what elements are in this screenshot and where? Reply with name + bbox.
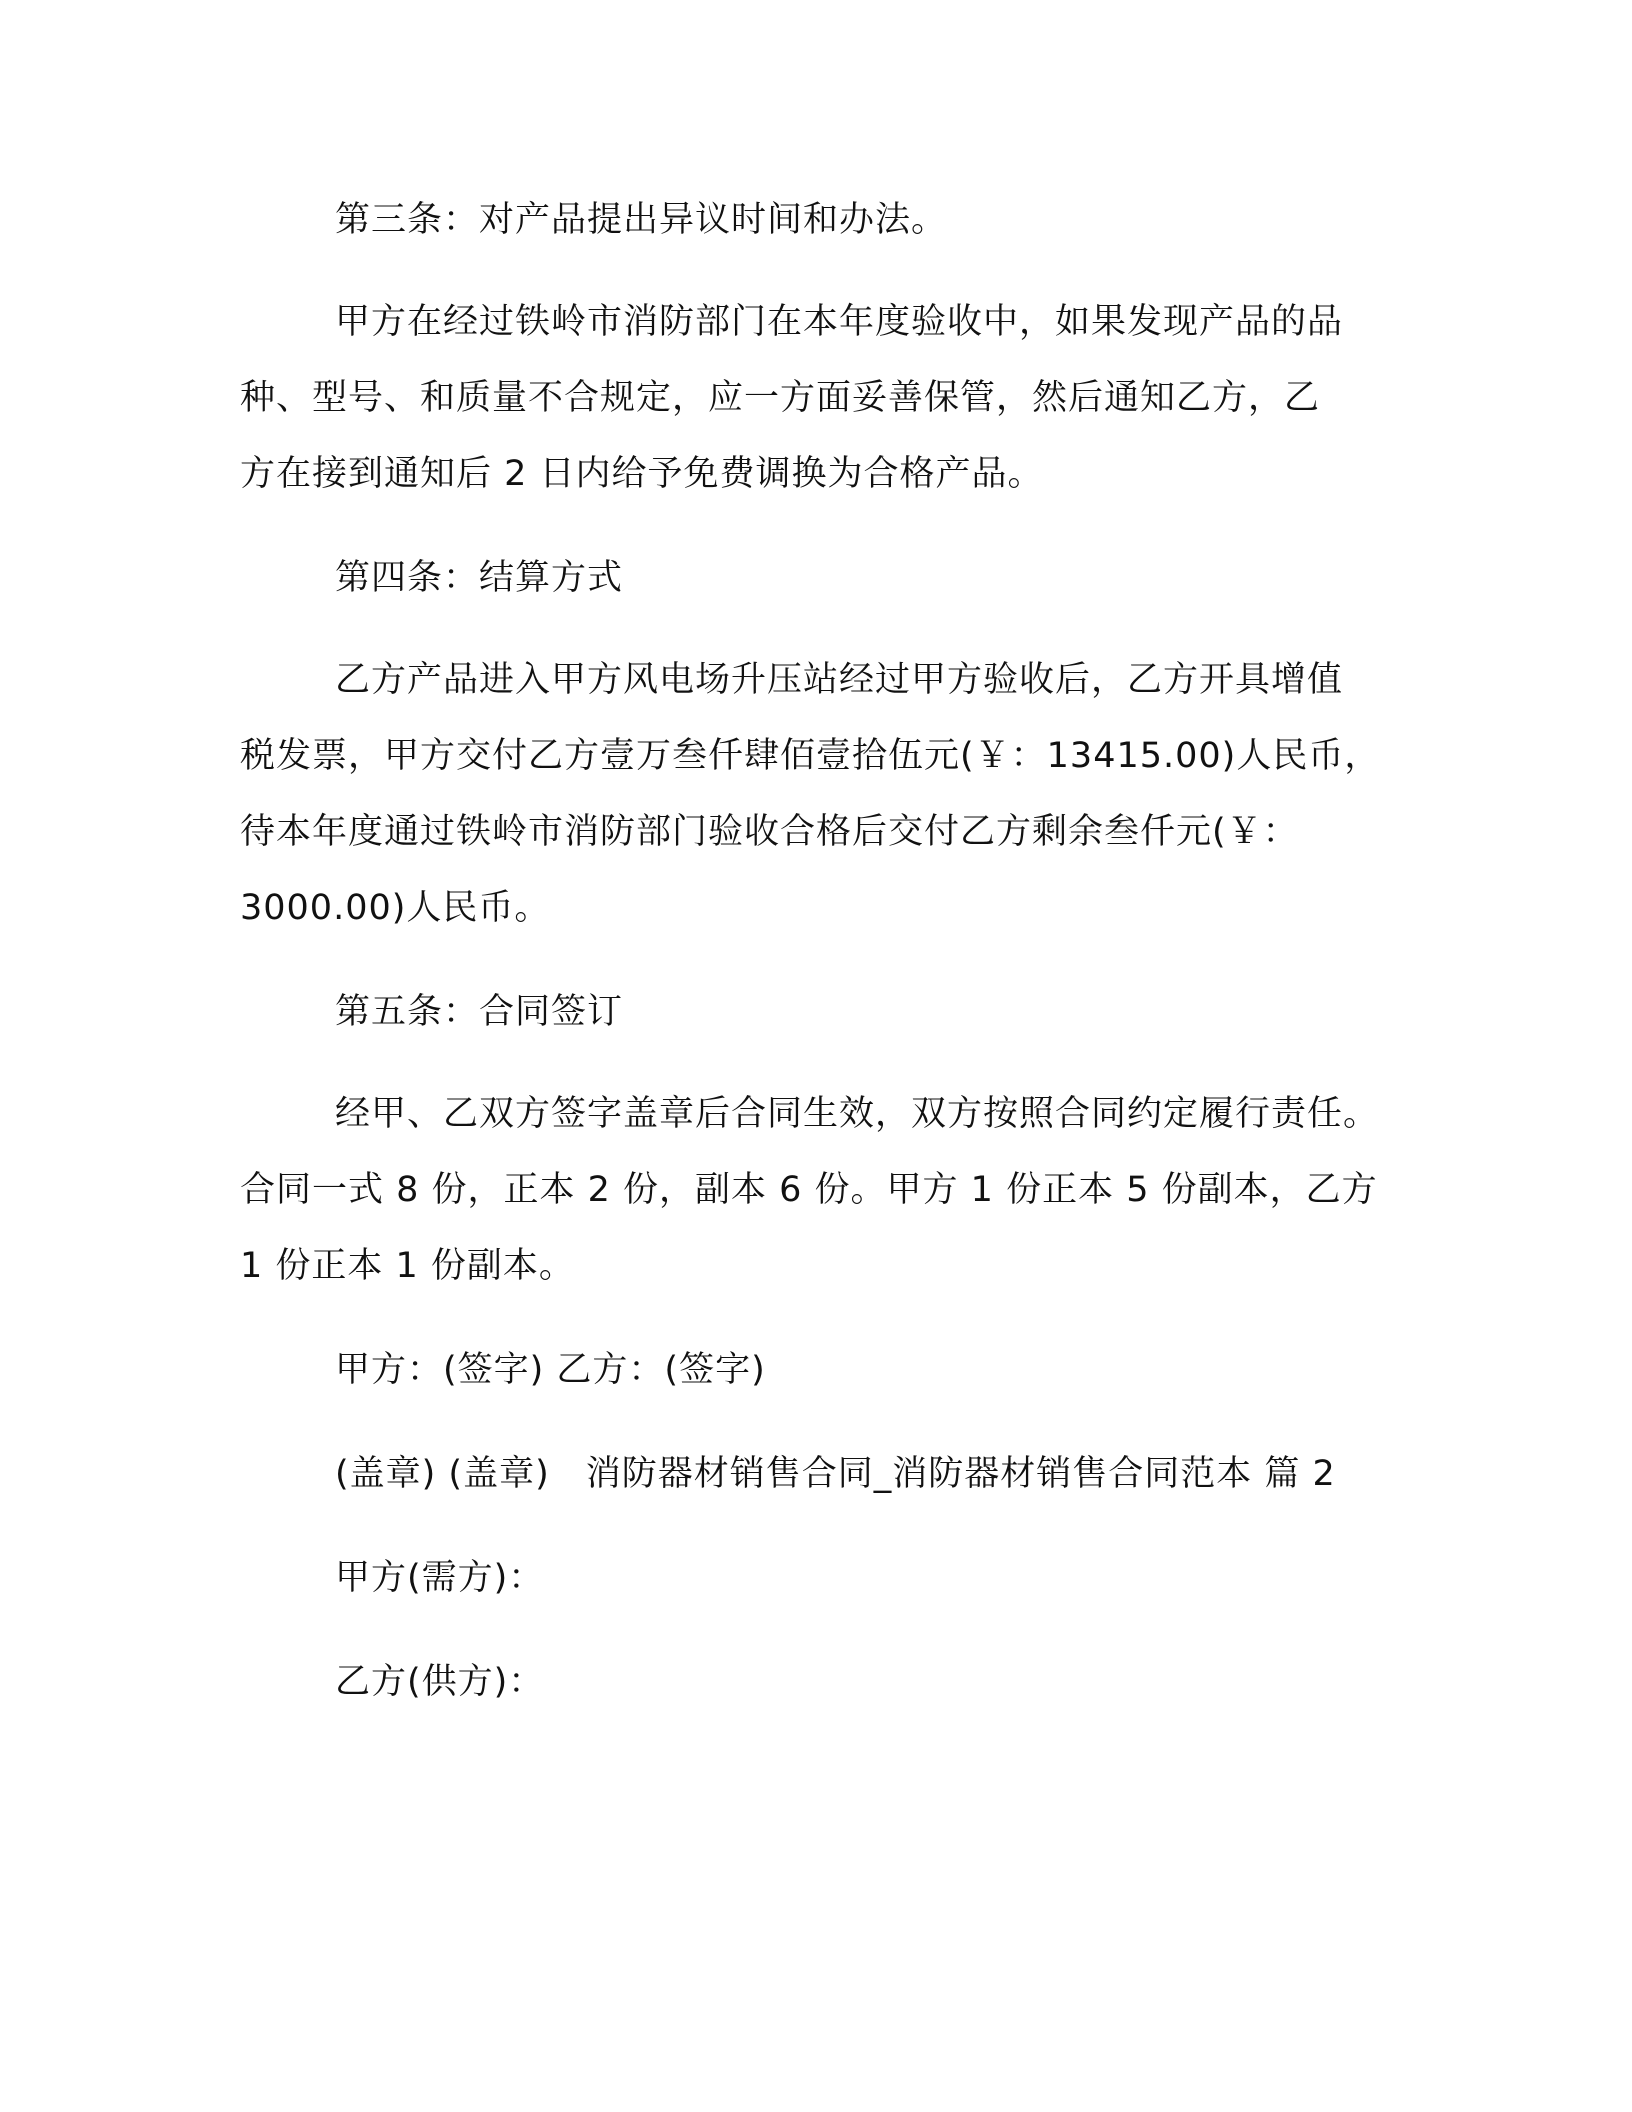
signature-line: 甲方：(签字) 乙方：(签字): [335, 1350, 766, 1390]
article-5-body-line-3: 1 份正本 1 份副本。: [240, 1246, 575, 1286]
article-3-body-line-2: 种、型号、和质量不合规定，应一方面妥善保管，然后通知乙方，乙: [240, 378, 1321, 418]
party-a-label: 甲方(需方)：: [335, 1558, 545, 1598]
article-4-body-line-4: 3000.00)人民币。: [240, 888, 551, 928]
article-5-heading: 第五条：合同签订: [335, 992, 624, 1032]
article-4-body-line-2: 税发票，甲方交付乙方壹万叁仟肆佰壹拾伍元(￥：13415.00)人民币，: [240, 736, 1381, 776]
article-4-body-line-1: 乙方产品进入甲方风电场升压站经过甲方验收后，乙方开具增值: [335, 660, 1344, 700]
article-4-body-line-3: 待本年度通过铁岭市消防部门验收合格后交付乙方剩余叁仟元(￥：: [240, 812, 1299, 852]
article-3-heading: 第三条：对产品提出异议时间和办法。: [335, 200, 948, 240]
article-4-heading: 第四条：结算方式: [335, 558, 624, 598]
article-5-body-line-1: 经甲、乙双方签字盖章后合同生效，双方按照合同约定履行责任。: [335, 1094, 1380, 1134]
document-page: [240, 0, 1400, 2112]
article-3-body-line-3: 方在接到通知后 2 日内给予免费调换为合格产品。: [240, 454, 1044, 494]
article-5-body-line-2: 合同一式 8 份，正本 2 份，副本 6 份。甲方 1 份正本 5 份副本，乙方: [240, 1170, 1378, 1210]
seal-and-title-line: (盖章) (盖章) 消防器材销售合同_消防器材销售合同范本 篇 2: [335, 1454, 1336, 1494]
party-b-label: 乙方(供方)：: [335, 1662, 545, 1702]
article-3-body-line-1: 甲方在经过铁岭市消防部门在本年度验收中，如果发现产品的品: [335, 302, 1344, 342]
